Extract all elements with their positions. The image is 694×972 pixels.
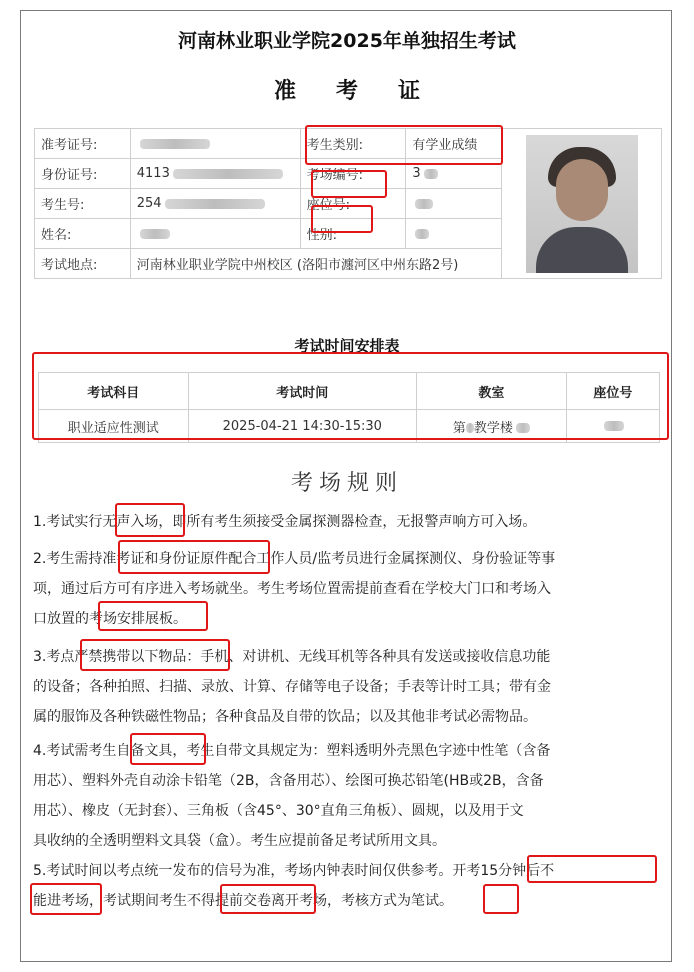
- rule-4-line-3: 用芯）、橡皮（无封套）、三角板（含45°、30°直角三角板）、圆规，以及用于文: [33, 803, 524, 819]
- exam-no-value: [130, 129, 300, 159]
- student-no-value: 254: [136, 196, 162, 211]
- redacted-value: [415, 199, 433, 209]
- rule-3-line-2: 的设备；各种拍照、扫描、录放、计算、存储等电子设备；手表等计时工具；带有金: [33, 679, 551, 695]
- highlight-box-seat: [311, 205, 373, 233]
- highlight-box-no-early-submit: [220, 884, 316, 914]
- schedule-time: 2025-04-21 14:30-15:30: [188, 410, 416, 443]
- highlight-box-documents: [118, 540, 270, 574]
- highlight-box-seat-board: [98, 601, 208, 631]
- highlight-box-room-no: [311, 170, 387, 198]
- exam-title: 河南林业职业学院2025年单独招生考试: [178, 30, 516, 52]
- rule-4-line-2: 用芯）、塑料外壳自动涂卡铅笔（2B，含备用芯）、绘图可换芯铅笔(HB或2B，含备: [33, 773, 544, 789]
- id-value: 4113: [136, 166, 170, 181]
- schedule-room: 第: [452, 420, 466, 436]
- rule-4-line-4: 具收纳的全透明塑料文具袋（盒）。考生应提前备足考试所用文具。: [33, 833, 446, 849]
- redacted-value: [173, 169, 283, 179]
- highlight-box-own-stationery: [130, 733, 206, 765]
- highlight-box-written-exam: [483, 884, 519, 914]
- redacted-value: [140, 229, 170, 239]
- highlight-box-prohibited: [80, 639, 230, 671]
- highlight-box-silent-entry: [115, 503, 185, 537]
- rules-title: 考场规则: [290, 471, 403, 496]
- student-no-label: 考生号:: [35, 189, 131, 219]
- highlight-box-schedule: [32, 352, 669, 440]
- gender-label: 性别:: [300, 219, 406, 249]
- seat-label: 座位号:: [300, 189, 406, 219]
- schedule-subject: 职业适应性测试: [39, 410, 189, 443]
- rule-5-line-1: 5.考试时间以考点统一发布的信号为准，考场内钟表时间仅供参考。开考15分钟后不: [33, 863, 555, 879]
- location-label: 考试地点:: [35, 249, 131, 279]
- rule-2-line-1: 2.考生需持准考证和身份证原件配合工作人员/监考员进行金属探测仪、身份验证等事: [33, 551, 556, 567]
- room-no-label: 考场编号:: [300, 159, 406, 189]
- redacted-value: [424, 169, 438, 179]
- redacted-value: [140, 139, 210, 149]
- ticket-subtitle: 准考证: [273, 79, 460, 104]
- highlight-box-category: [305, 125, 503, 165]
- schedule-title: 考试时间安排表: [294, 337, 400, 355]
- candidate-photo: [526, 135, 638, 273]
- rule-2-line-3: 口放置的考场安排展板。: [33, 611, 187, 627]
- schedule-header-seat: 座位号: [566, 373, 659, 410]
- room-no-value: 3: [412, 166, 421, 181]
- schedule-header-subject: 考试科目: [39, 373, 189, 410]
- name-label: 姓名:: [35, 219, 131, 249]
- location-value: 河南林业职业学院中州校区 (洛阳市瀍河区中州东路2号): [130, 249, 501, 279]
- rule-3-line-3: 属的服饰及各种铁磁性物品；各种食品及自带的饮品；以及其他非考试必需物品。: [33, 709, 537, 725]
- category-value: 有学业成绩: [406, 129, 502, 159]
- highlight-box-late-entry: [527, 855, 657, 883]
- photo-cell: [502, 129, 662, 279]
- schedule-header-time: 考试时间: [188, 373, 416, 410]
- rule-1: 1.考试实行无声入场，即所有考生须接受金属探测器检查，无报警声响方可入场。: [33, 514, 537, 530]
- exam-no-label: 准考证号:: [35, 129, 131, 159]
- rule-4-line-1: 4.考试需考生自备文具，考生自带文具规定为：塑料透明外壳黑色字迹中性笔（含备: [33, 743, 551, 759]
- id-label: 身份证号:: [35, 159, 131, 189]
- redacted-value: [165, 199, 265, 209]
- schedule-room-suffix: 教学楼: [473, 420, 513, 436]
- rule-5-line-2: 能进考场，考试期间考生不得提前交卷离开考场，考核方式为笔试。: [33, 893, 453, 909]
- redacted-value: [415, 229, 429, 239]
- rule-3-line-1: 3.考点严禁携带以下物品：手机、对讲机、无线耳机等各种具有发送或接收信息功能: [33, 649, 551, 665]
- rule-2-line-2: 项，通过后方可有序进入考场就坐。考生考场位置需提前查看在学校大门口和考场入: [33, 581, 551, 597]
- schedule-header-room: 教室: [416, 373, 566, 410]
- highlight-box-late-entry-cont: [30, 883, 102, 915]
- category-label: 考生类别:: [300, 129, 406, 159]
